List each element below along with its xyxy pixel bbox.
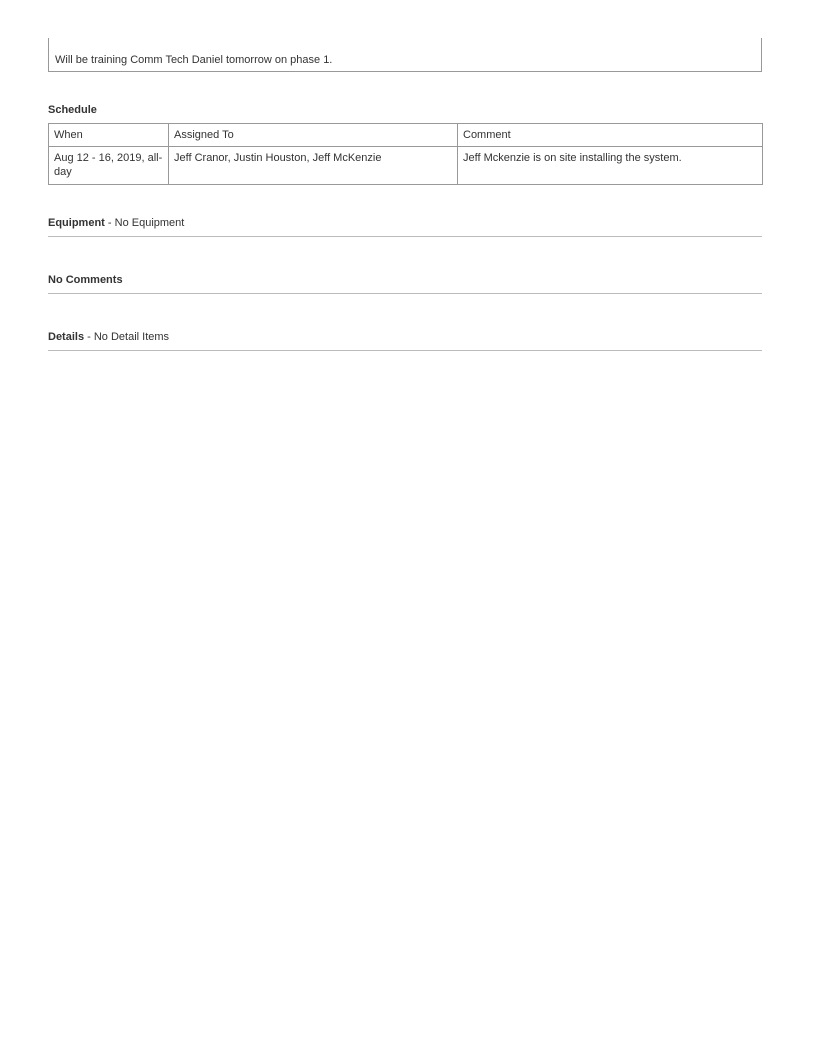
equipment-value: No Equipment xyxy=(114,217,185,229)
details-value: No Detail Items xyxy=(93,331,170,343)
schedule-table xyxy=(48,123,763,185)
equipment-separator: - xyxy=(104,217,115,229)
column-header-assigned-to: Assigned To xyxy=(169,124,458,147)
schedule-header-row xyxy=(49,124,763,147)
column-header-when: When xyxy=(49,124,169,147)
details-section xyxy=(48,331,169,343)
column-header-comment: Comment xyxy=(458,124,763,147)
note-box xyxy=(48,38,762,72)
details-separator: - xyxy=(84,331,94,343)
cell-comment: Jeff Mckenzie is on site installing the system. xyxy=(458,147,763,185)
equipment-label: Equipment xyxy=(48,217,105,229)
details-divider xyxy=(48,350,762,351)
equipment-divider xyxy=(48,236,762,237)
equipment-section xyxy=(48,217,184,229)
table-row xyxy=(49,147,763,185)
comments-divider xyxy=(48,293,762,294)
comments-section xyxy=(48,274,123,286)
comments-label: No Comments xyxy=(48,274,123,286)
cell-assigned-to: Jeff Cranor, Justin Houston, Jeff McKenzie xyxy=(169,147,458,185)
cell-when: Aug 12 - 16, 2019, all-day xyxy=(49,147,169,185)
note-text: Will be training Comm Tech Daniel tomorrow on phase 1. xyxy=(55,54,333,66)
details-label: Details xyxy=(48,331,85,343)
schedule-title: Schedule xyxy=(48,104,97,116)
